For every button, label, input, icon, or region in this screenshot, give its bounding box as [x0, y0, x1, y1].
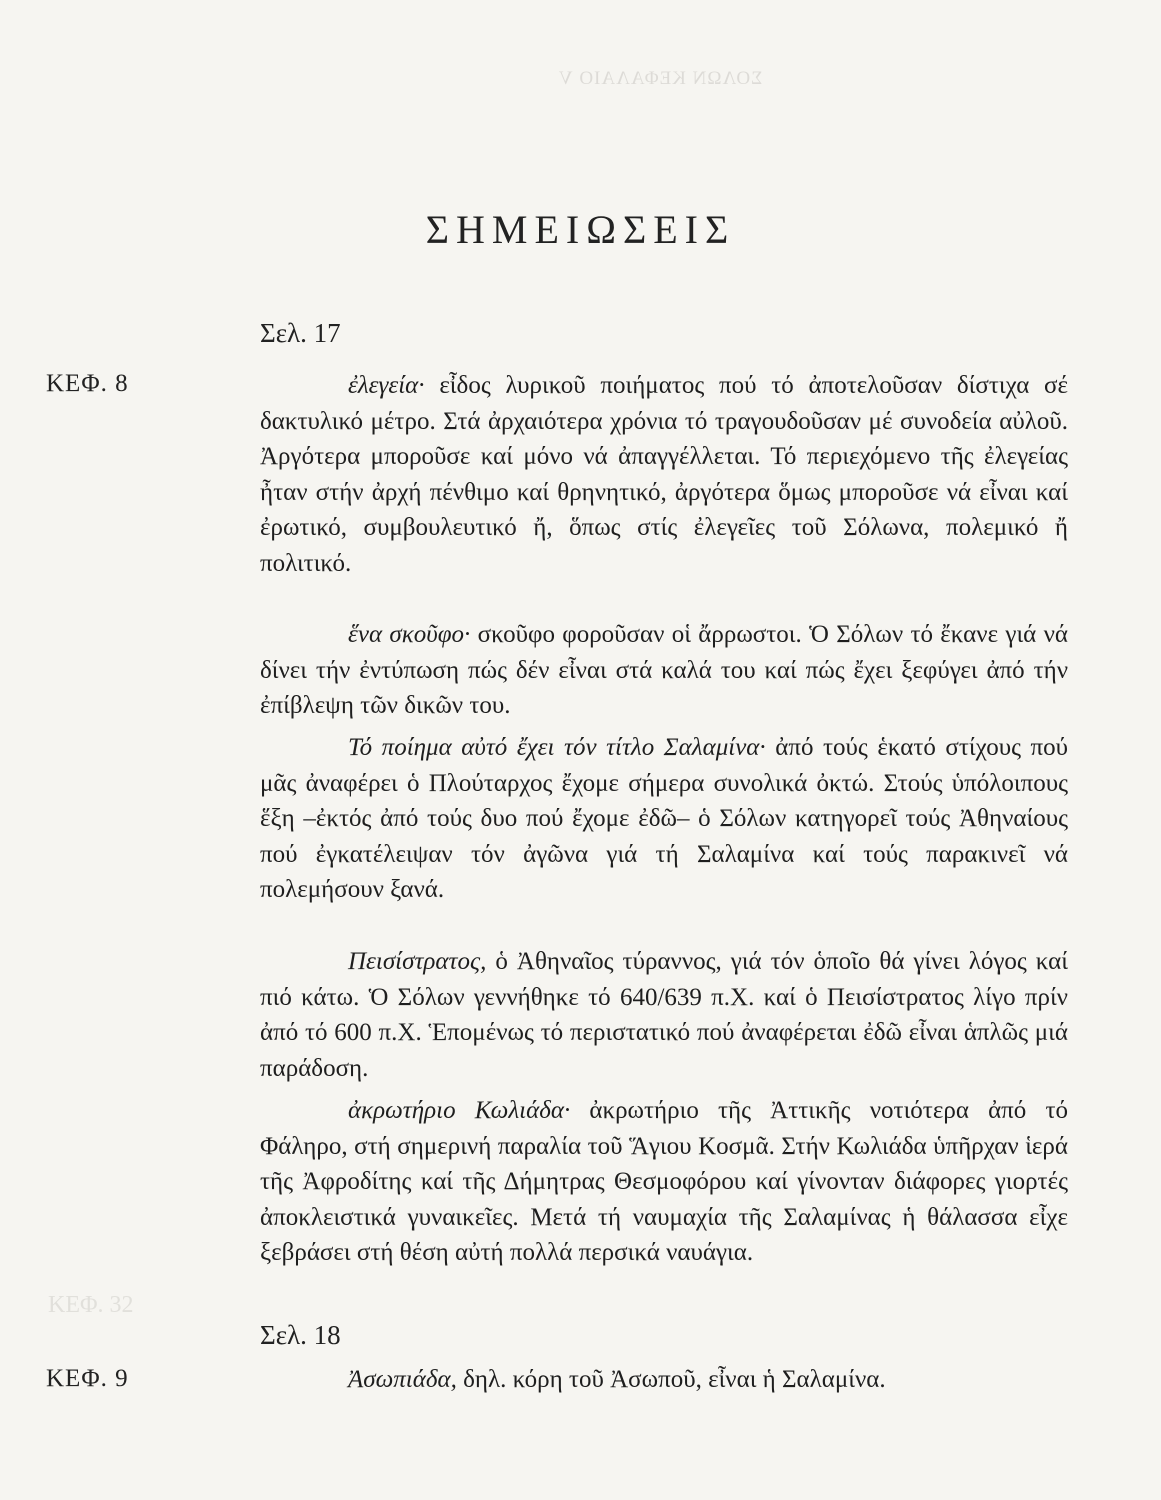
note-term: ἕνα σκοῦφο· [348, 621, 471, 648]
page-ref-18: Σελ. 18 [260, 1320, 341, 1350]
bleed-through-margin: ΚΕΦ. 32 [48, 1292, 134, 1318]
page-ref-17: Σελ. 17 [260, 318, 341, 348]
note-term: ἐλεγεία· [348, 372, 425, 399]
chapter-label-9: ΚΕΦ. 9 [46, 1365, 129, 1392]
chapter-label-8: ΚΕΦ. 8 [46, 370, 129, 397]
note-term: ἀκρωτήριο Κωλιάδα· [348, 1097, 571, 1124]
note-text: δηλ. κόρη τοῦ Ἀσωποῦ, εἶναι ἡ Σαλαμίνα. [463, 1366, 886, 1393]
note-term: Ἀσωπιάδα, [348, 1366, 457, 1393]
note-asopiada [260, 1362, 1068, 1398]
bleed-through-header: ΣΟΛΩΝ ΚΕΦΑΛΑΙΟ V [557, 68, 763, 89]
note-text: σκοῦφο φοροῦσαν οἱ ἄρρωστοι. Ὁ Σόλων τό ἔκανε γιά νά δίνει τήν ἐντύπωση πώς δέν εἶναι στά καλά του καί πώς ἔχει ξεφύγει ἀπό τήν ἐπίβλεψη τῶν δικῶν του. [260, 621, 1068, 719]
note-text: ἀπό τούς ἑκατό στίχους πού μᾶς ἀναφέρει ὁ Πλούταρχος ἔχομε σήμερα συνολικά ὀκτώ. Στούς ὑπόλοιπους ἕξη –ἐκτός ἀπό τούς δυο πού ἔχομε ἐδῶ– ὁ Σόλων κατηγορεῖ τούς Ἀθηναίους πού ἐγκατέλειψαν τόν ἀγῶνα γιά τή Σαλαμίνα καί τούς παρακινεῖ νά πολεμήσουν ξανά. [260, 734, 1069, 903]
note-text: εἶδος λυρικοῦ ποιήματος πού τό ἀποτελοῦσαν δίστιχα σέ δακτυλικό μέτρο. Στά ἀρχαιότερα χρόνια τό τραγουδοῦσαν μέ συνοδεία αὐλοῦ. Ἀργότερα μποροῦσε καί μόνο νά ἀπαγγέλλεται. Τό περιεχόμενο τῆς ἐλεγείας ἦταν στήν ἀρχή πένθιμο καί θρηνητικό, ἀργότερα ὅμως μποροῦσε νά εἶναι καί ἐρωτικό, συμβουλευτικό ἤ, ὅπως στίς ἐλεγεῖες τοῦ Σόλωνα, πολεμικό ἤ πολιτικό. [260, 372, 1069, 577]
note-text: ὁ Ἀθηναῖος τύραννος, γιά τόν ὁποῖο θά γίνει λόγος καί πιό κάτω. Ὁ Σόλων γεννήθηκε τό 640/639 π.Χ. καί ὁ Πεισίστρατος λίγο πρίν ἀπό τό 600 π.Χ. Ἑπομένως τό περιστατικό πού ἀναφέρεται ἐδῶ εἶναι ἁπλῶς μιά παράδοση. [260, 948, 1069, 1082]
page-title: ΣΗΜΕΙΩΣΕΙΣ [425, 207, 736, 252]
note-text: ἀκρωτήριο τῆς Ἀττικῆς νοτιότερα ἀπό τό Φάληρο, στή σημερινή παραλία τοῦ Ἅγιου Κοσμᾶ. Στήν Κωλιάδα ὑπῆρχαν ἱερά τῆς Ἀφροδίτης καί τῆς Δήμητρας Θεσμοφόρου καί γίνονταν διάφορες γιορτές ἀποκλειστικά γυναικεῖες. Μετά τή ναυμαχία τῆς Σαλαμίνας ἡ θάλασσα εἶχε ξεβράσει στή θέση αὐτή πολλά περσικά ναυάγια. [260, 1097, 1068, 1266]
note-term: Τό ποίημα αὐτό ἔχει τόν τίτλο Σαλαμίνα· [348, 734, 766, 761]
note-koliada [260, 1093, 1068, 1271]
note-term: Πεισίστρατος, [348, 948, 487, 975]
note-skoufo [260, 617, 1068, 724]
note-peisistratos [260, 944, 1068, 1086]
note-salamina-poem [260, 730, 1068, 908]
note-elegeia [260, 368, 1068, 581]
